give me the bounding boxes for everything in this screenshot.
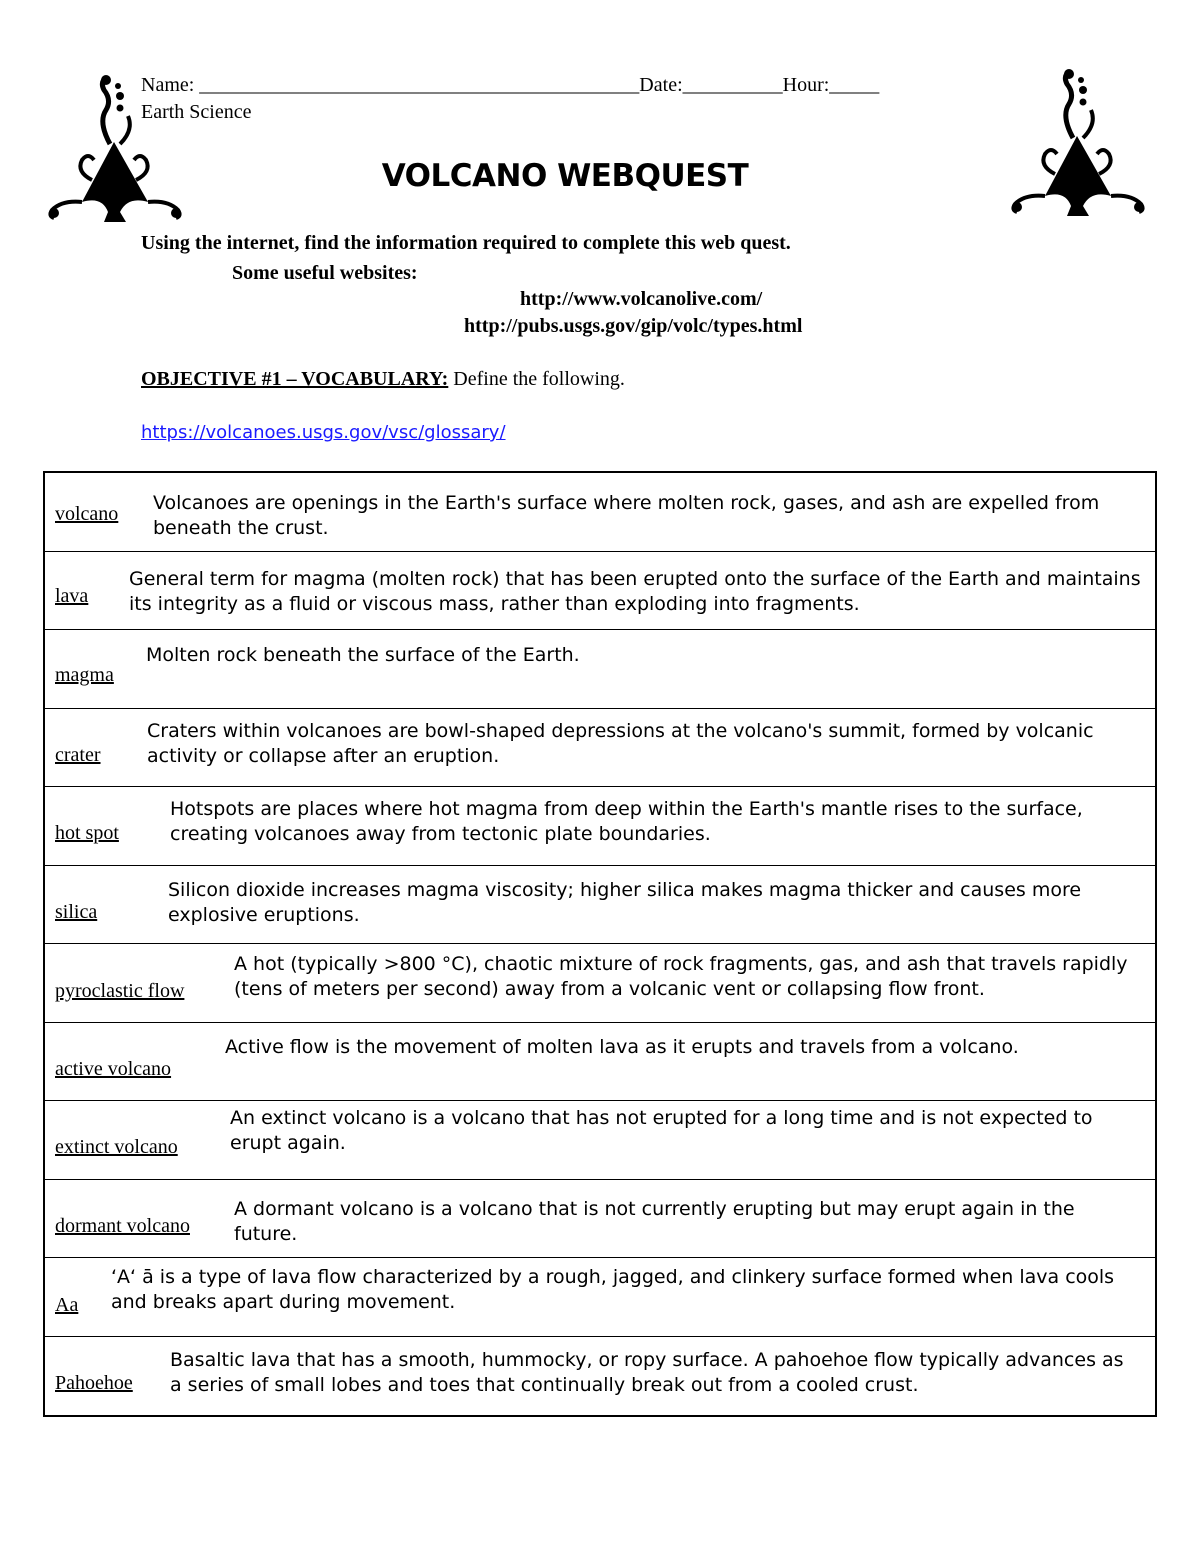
vocab-definition[interactable]: ‘A‘ ā is a type of lava flow characterized by a rough, jagged, and clinkery surface formed when lava cools and breaks apart during movement. xyxy=(111,1266,1115,1313)
vocab-term: hot spot xyxy=(55,822,119,844)
vocab-row-extinct-volcano xyxy=(45,1101,1155,1180)
page-title: VOLCANO WEBQUEST xyxy=(381,158,749,194)
vocab-term: crater xyxy=(55,743,101,766)
vocab-definition[interactable]: Craters within volcanoes are bowl-shaped depressions at the volcano's summit, formed by volcanic activity or collapse after an eruption. xyxy=(147,719,1094,767)
vocab-term: volcano xyxy=(55,503,119,525)
vocab-row-volcano xyxy=(45,473,1155,552)
glossary-link[interactable]: https://volcanoes.usgs.gov/vsc/glossary/ xyxy=(141,422,506,443)
vocabulary-table xyxy=(43,471,1157,1417)
vocab-term: dormant volcano xyxy=(55,1214,190,1237)
vocab-row-crater xyxy=(45,709,1155,788)
vocab-row-dormant-volcano xyxy=(45,1180,1155,1259)
name-date-hour-line[interactable]: Name: ____________________________________________Date:__________Hour:_____ xyxy=(141,74,880,96)
vocab-row-aa xyxy=(45,1258,1155,1337)
vocab-definition[interactable]: Volcanoes are openings in the Earth's surface where molten rock, gases, and ash are expelled from beneath the crust. xyxy=(153,492,1100,539)
websites-label: Some useful websites: xyxy=(232,262,418,284)
vocab-row-hot-spot xyxy=(45,787,1155,866)
vocab-row-silica xyxy=(45,866,1155,945)
vocab-definition[interactable]: Basaltic lava that has a smooth, hummocky, or ropy surface. A pahoehoe flow typically advances as a series of small lobes and toes that continually break out from a cooled crust. xyxy=(170,1348,1124,1396)
objective-label: OBJECTIVE #1 – VOCABULARY: xyxy=(141,368,449,390)
vocab-definition[interactable]: A hot (typically >800 °C), chaotic mixture of rock fragments, gas, and ash that travels rapidly (tens of meters per second) away from a volcanic vent or collapsing flow front. xyxy=(234,953,1128,1000)
vocab-row-active-volcano xyxy=(45,1023,1155,1102)
vocab-term: magma xyxy=(55,664,114,686)
objective-text: Define the following. xyxy=(448,368,625,390)
vocab-definition[interactable]: Active flow is the movement of molten lava as it erupts and travels from a volcano. xyxy=(225,1035,1019,1058)
vocab-definition[interactable]: Silicon dioxide increases magma viscosity; higher silica makes magma thicker and causes more explosive eruptions. xyxy=(168,878,1082,926)
vocab-row-pahoehoe xyxy=(45,1337,1155,1416)
vocab-definition[interactable]: A dormant volcano is a volcano that is not currently erupting but may erupt again in the future. xyxy=(234,1197,1075,1245)
vocab-definition[interactable]: Molten rock beneath the surface of the Earth. xyxy=(146,644,580,666)
vocab-term: Pahoehoe xyxy=(55,1371,133,1394)
vocab-definition[interactable]: Hotspots are places where hot magma from deep within the Earth's mantle rises to the surface, creating volcanoes away from tectonic plate boundaries. xyxy=(170,798,1083,845)
vocab-row-pyroclastic-flow xyxy=(45,944,1155,1023)
vocab-row-magma xyxy=(45,630,1155,709)
vocab-term: Aa xyxy=(55,1294,79,1316)
vocab-definition[interactable]: An extinct volcano is a volcano that has not erupted for a long time and is not expected to erupt again. xyxy=(230,1107,1093,1154)
vocab-term: lava xyxy=(55,584,89,607)
vocab-term: active volcano xyxy=(55,1057,172,1080)
subject-label: Earth Science xyxy=(141,101,252,123)
vocab-term: pyroclastic flow xyxy=(55,980,185,1002)
vocab-definition[interactable]: General term for magma (molten rock) that has been erupted onto the surface of the Earth and maintains its integrity as a fluid or viscous mass, rather than exploding into fragments. xyxy=(129,567,1141,615)
instructions-text: Using the internet, find the information required to complete this web quest. xyxy=(141,232,791,254)
volcano-icon xyxy=(1005,66,1150,221)
vocab-term: extinct volcano xyxy=(55,1136,178,1158)
vocab-row-lava xyxy=(45,552,1155,631)
vocab-term: silica xyxy=(55,900,98,923)
website-link-usgs-types[interactable]: http://pubs.usgs.gov/gip/volc/types.html xyxy=(464,315,803,337)
website-link-volcanolive[interactable]: http://www.volcanolive.com/ xyxy=(520,288,763,310)
objective-heading xyxy=(141,368,625,391)
